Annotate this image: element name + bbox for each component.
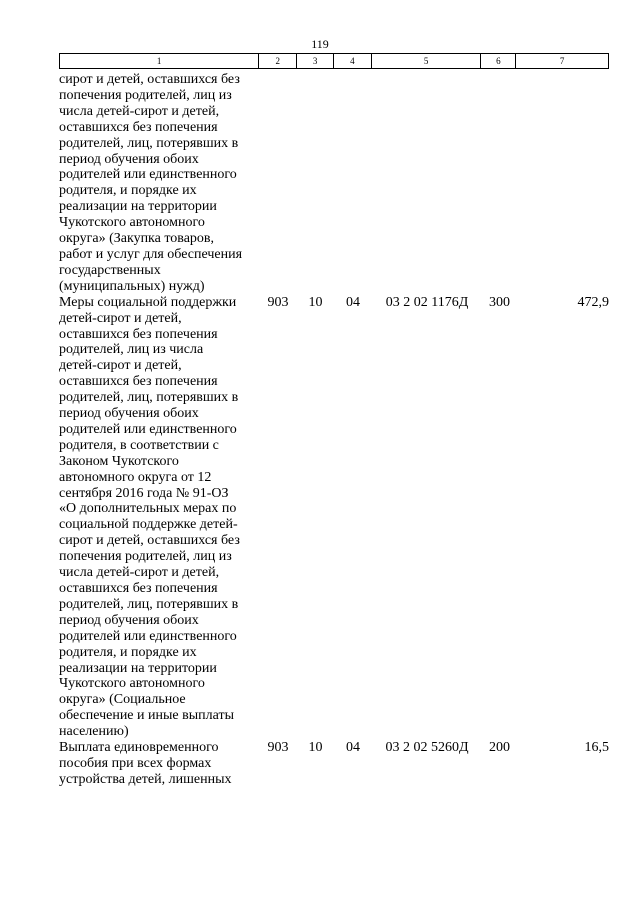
header-col-3: 3 (297, 54, 334, 68)
row-amount: 472,9 (577, 294, 609, 310)
table-row (59, 295, 609, 740)
row-subsection (334, 72, 372, 295)
page-number: 119 (311, 37, 329, 51)
header-col-7: 7 (559, 56, 565, 66)
header-col-2: 2 (259, 54, 297, 68)
row-subsection: 04 (346, 294, 360, 310)
row-target-code: 03 2 02 1176Д (385, 294, 469, 310)
row-subsection: 04 (346, 740, 360, 756)
table-body (59, 72, 609, 788)
row-description: Меры социальной поддержки детей-сирот и детей, оставшихся без попечения родителей, лиц из числа детей-сирот и детей, оставшихся без попечения родителей, лиц, потерявших в период обучения обоих родителей или единственного родителя, в соответствии с Законом Чукотского автономного округа от 12 сентября 2016 года № 91-ОЗ «О дополнительных мерах по социальной поддержке детей- сирот и детей, оставшихся без попечения родителей, лиц из числа детей-сирот и детей, оставшихся без попечения родителей, лиц, потерявших в период обучения обоих родителей или единственного родителя, и порядке их реализации на территории Чукотского автономного округа» (Социальное обеспечение и иные выплаты населению) (59, 294, 240, 740)
table-header (59, 53, 609, 69)
row-target-code: 03 2 02 5260Д (385, 740, 469, 756)
row-amount: 16,5 (584, 740, 609, 756)
row-gr-code: 903 (267, 740, 289, 756)
row-gr-code (259, 72, 297, 295)
row-section (297, 72, 334, 295)
table-row (59, 72, 609, 295)
row-amount (517, 72, 609, 295)
row-gr-code: 903 (267, 294, 289, 310)
header-col-4: 4 (334, 54, 372, 68)
header-col-1: 1 (60, 54, 259, 68)
table-row (59, 740, 609, 788)
row-expense-type: 300 (489, 294, 510, 310)
header-col-6: 6 (481, 54, 516, 68)
row-description: сирот и детей, оставшихся без попечения родителей, лиц из числа детей-сирот и детей, оставшихся без попечения родителей, лиц, потерявших в период обучения обоих родителей или единственного родителя, и порядке их реализации на территории Чукотского автономного округа» (Закупка товаров, работ и услуг для обеспечения государственных (муниципальных) нужд) (59, 72, 243, 294)
header-col-5: 5 (372, 54, 482, 68)
row-expense-type (482, 72, 517, 295)
row-description: Выплата единовременного пособия при всех формах устройства детей, лишенных (59, 740, 232, 787)
row-section: 10 (308, 740, 323, 756)
row-target-code (372, 72, 482, 295)
row-expense-type: 200 (489, 740, 510, 756)
row-section: 10 (308, 294, 323, 310)
